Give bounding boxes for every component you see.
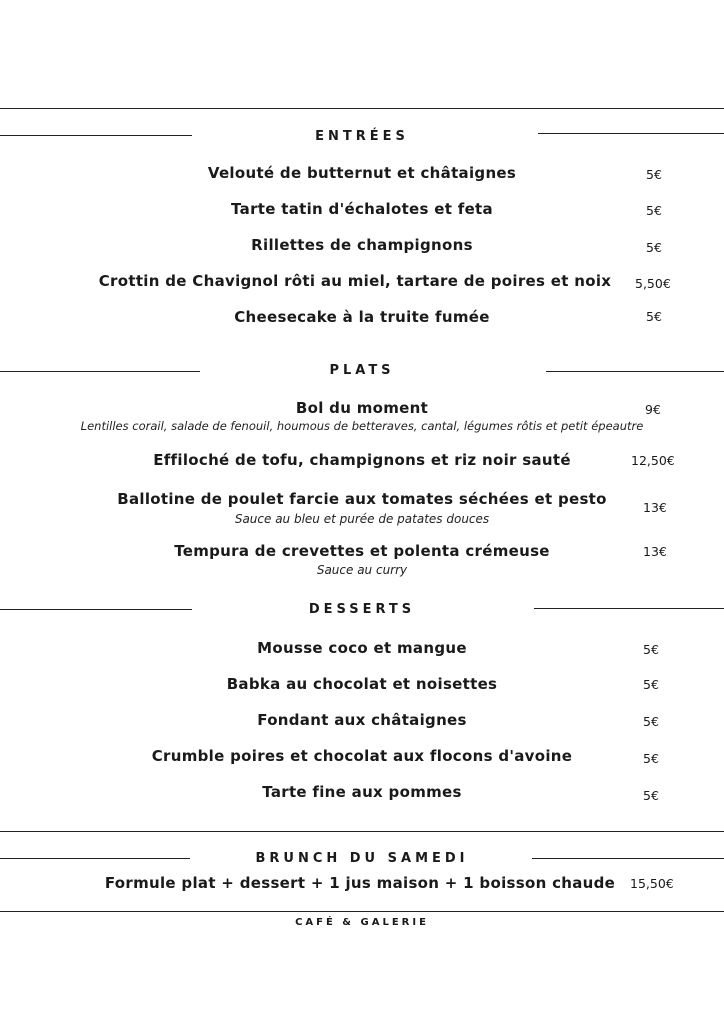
- plat-item-price: 9€: [645, 402, 661, 417]
- plats-title: PLATS: [329, 363, 395, 378]
- brunch-item-price: 15,50€: [630, 876, 674, 891]
- dessert-item-name: Fondant aux châtaignes: [257, 711, 467, 729]
- brunch-title: BRUNCH DU SAMEDI: [255, 851, 469, 866]
- dessert-item-price: 5€: [643, 714, 659, 729]
- desserts-title: DESSERTS: [308, 602, 416, 617]
- entree-item-name: Cheesecake à la truite fumée: [234, 308, 490, 326]
- dessert-item-name: Tarte fine aux pommes: [262, 783, 462, 801]
- plat-item-description: Sauce au bleu et purée de patates douces: [234, 512, 490, 526]
- entree-item-price: 5€: [646, 240, 662, 255]
- brunch-item-name: Formule plat + dessert + 1 jus maison + 1 boisson chaude: [104, 874, 616, 892]
- entree-item-name: Tarte tatin d'échalotes et feta: [231, 200, 493, 218]
- footer-brand: CAFÉ & GALERIE: [295, 917, 429, 928]
- top-divider: [0, 108, 724, 109]
- plat-item-description: Lentilles corail, salade de fenouil, houmous de betteraves, cantal, légumes rôtis et petit épeautre: [80, 419, 644, 433]
- brunch-rule-right: [532, 858, 724, 859]
- entree-item-price: 5,50€: [635, 276, 671, 291]
- dessert-item-price: 5€: [643, 788, 659, 803]
- plat-item-price: 12,50€: [631, 453, 675, 468]
- brunch-top-divider: [0, 831, 724, 832]
- dessert-item-price: 5€: [643, 642, 659, 657]
- plat-item-description: Sauce au curry: [316, 563, 408, 577]
- plat-item-name: Ballotine de poulet farcie aux tomates séchées et pesto: [117, 490, 607, 508]
- entree-item-price: 5€: [646, 167, 662, 182]
- plat-item-name: Bol du moment: [295, 399, 429, 417]
- dessert-item-name: Mousse coco et mangue: [257, 639, 467, 657]
- bottom-divider: [0, 911, 724, 912]
- entree-item-price: 5€: [646, 309, 662, 324]
- entree-item-name: Crottin de Chavignol rôti au miel, tartare de poires et noix: [98, 272, 612, 290]
- plat-item-price: 13€: [643, 500, 667, 515]
- plat-item-name: Tempura de crevettes et polenta crémeuse: [174, 542, 550, 560]
- plats-rule-right: [546, 371, 724, 372]
- entree-item-price: 5€: [646, 203, 662, 218]
- desserts-rule-right: [534, 608, 724, 609]
- plat-item-price: 13€: [643, 544, 667, 559]
- dessert-item-name: Babka au chocolat et noisettes: [226, 675, 498, 693]
- dessert-item-price: 5€: [643, 677, 659, 692]
- plat-item-name: Effiloché de tofu, champignons et riz noir sauté: [153, 451, 571, 469]
- entrees-title: ENTRÉES: [315, 129, 409, 144]
- entree-item-name: Velouté de butternut et châtaignes: [207, 164, 517, 182]
- dessert-item-price: 5€: [643, 751, 659, 766]
- dessert-item-name: Crumble poires et chocolat aux flocons d'avoine: [151, 747, 573, 765]
- entree-item-name: Rillettes de champignons: [251, 236, 473, 254]
- entrees-rule-right: [538, 133, 724, 134]
